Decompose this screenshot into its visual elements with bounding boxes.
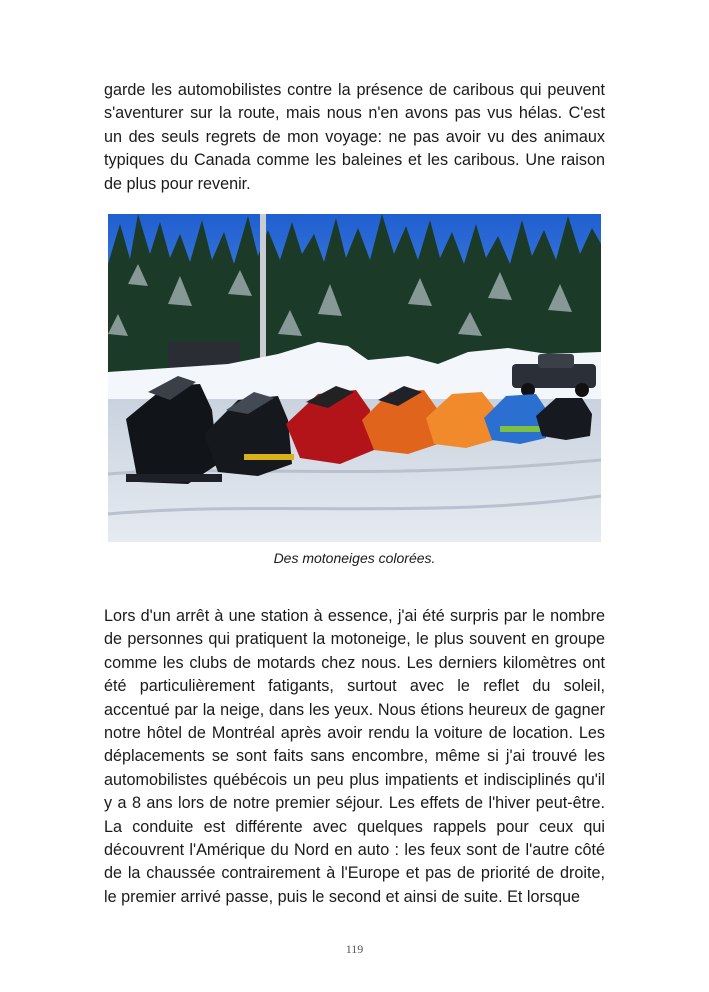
body-paragraph-top: garde les automobilistes contre la présence de caribous qui peuvent s'aventurer sur la route, mais nous n'en avons pas vus hélas. C'est un des seuls regrets de mon voyage: ne pas avoir vu des animaux typiques du Canada comme les baleines et les caribous. Une raison de plus pour revenir. xyxy=(104,81,605,193)
snowmobiles-photo xyxy=(108,214,601,542)
figure-caption: Des motoneiges colorées. xyxy=(273,550,436,566)
body-paragraph-bottom: Lors d'un arrêt à une station à essence, j'ai été surpris par le nombre de personnes qui pratiquent la motoneige, le plus souvent en groupe comme les clubs de motards chez nous. Les derniers kilomètres ont été particulièrement fatigants, surtout avec le reflet du soleil, accentué par la neige, dans les yeux. Nous étions heureux de gagner notre hôtel de Montréal après avoir rendu la voiture de location. Les déplacements se sont faits sans encombre, même si j'ai trouvé les automobilistes québécois un peu plus impatients et indisciplinés qu'il y a 8 ans lors de notre premier séjour. Les effets de l'hiver peut-être. La conduite est différente avec quelques rappels pour ceux qui découvrent l'Amérique du Nord en auto : les feux sont de l'autre côté de la chaussée contrairement à l'Europe et pas de priorité de droite, le premier arrivé passe, puis le second et ainsi de suite. Et lorsque xyxy=(104,607,605,906)
page-number: 119 xyxy=(345,942,364,956)
